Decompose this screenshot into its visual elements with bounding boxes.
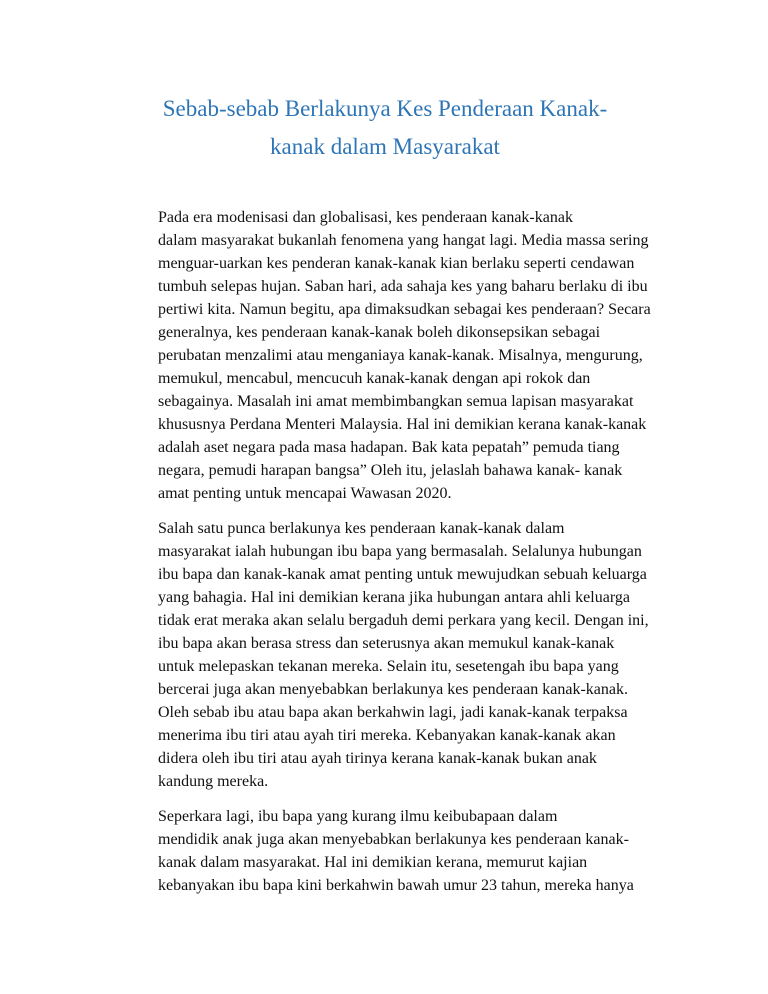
- text-line: mendidik anak juga akan menyebabkan berlakunya kes penderaan kanak-: [158, 831, 629, 848]
- paragraph-1: [114, 206, 659, 505]
- text-line: kandung mereka.: [158, 773, 269, 790]
- text-line: generalnya, kes penderaan kanak-kanak boleh dikonsepsikan sebagai: [158, 324, 601, 341]
- text-line: perubatan menzalimi atau menganiaya kanak-kanak. Misalnya, mengurung,: [158, 347, 643, 364]
- text-line: untuk melepaskan tekanan mereka. Selain itu, sesetengah ibu bapa yang: [158, 658, 619, 675]
- text-line: Seperkara lagi, ibu bapa yang kurang ilmu keibubapaan dalam: [158, 808, 558, 825]
- text-line: bercerai juga akan menyebabkan berlakunya kes penderaan kanak-kanak.: [158, 681, 628, 698]
- text-line: kanak dalam masyarakat. Hal ini demikian kerana, memurut kajian: [158, 854, 588, 871]
- text-line: tumbuh selepas hujan. Saban hari, ada sahaja kes yang baharu berlaku di ibu: [158, 278, 648, 295]
- paragraph-2: [114, 517, 659, 793]
- text-line: memukul, mencabul, mencucuh kanak-kanak dengan api rokok dan: [158, 370, 591, 387]
- text-line: tidak erat meraka akan selalu bergaduh demi perkara yang kecil. Dengan ini,: [158, 612, 649, 629]
- text-line: kebanyakan ibu bapa kini berkahwin bawah umur 23 tahun, mereka hanya: [158, 877, 634, 894]
- text-line: yang bahagia. Hal ini demikian kerana jika hubungan antara ahli keluarga: [158, 589, 630, 606]
- document-title: [112, 90, 658, 166]
- text-line: Oleh sebab ibu atau bapa akan berkahwin lagi, jadi kanak-kanak terpaksa: [158, 704, 628, 721]
- text-line: ibu bapa akan berasa stress dan seterusnya akan memukul kanak-kanak: [158, 635, 615, 652]
- text-line: dalam masyarakat bukanlah fenomena yang hangat lagi. Media massa sering: [158, 232, 649, 249]
- title-line: kanak dalam Masyarakat: [270, 134, 500, 159]
- text-line: didera oleh ibu tiri atau ayah tirinya kerana kanak-kanak bukan anak: [158, 750, 597, 767]
- text-line: Salah satu punca berlakunya kes penderaan kanak-kanak dalam: [158, 520, 565, 537]
- paragraph-3: [114, 805, 659, 897]
- text-line: Pada era modenisasi dan globalisasi, kes penderaan kanak-kanak: [158, 209, 573, 226]
- text-line: pertiwi kita. Namun begitu, apa dimaksudkan sebagai kes penderaan? Secara: [158, 301, 651, 318]
- text-line: khususnya Perdana Menteri Malaysia. Hal ini demikian kerana kanak-kanak: [158, 416, 647, 433]
- text-line: adalah aset negara pada masa hadapan. Bak kata pepatah” pemuda tiang: [158, 439, 620, 456]
- title-line: Sebab-sebab Berlakunya Kes Penderaan Kanak-: [162, 96, 608, 121]
- text-line: menguar-uarkan kes penderan kanak-kanak kian berlaku seperti cendawan: [158, 255, 635, 272]
- document-body: [114, 206, 659, 909]
- text-line: ibu bapa dan kanak-kanak amat penting untuk mewujudkan sebuah keluarga: [158, 566, 647, 583]
- text-line: sebagainya. Masalah ini amat membimbangkan semua lapisan masyarakat: [158, 393, 634, 410]
- text-line: masyarakat ialah hubungan ibu bapa yang bermasalah. Selalunya hubungan: [158, 543, 642, 560]
- text-line: menerima ibu tiri atau ayah tiri mereka. Kebanyakan kanak-kanak akan: [158, 727, 616, 744]
- text-line: negara, pemudi harapan bangsa” Oleh itu, jelaslah bahawa kanak- kanak: [158, 462, 623, 479]
- text-line: amat penting untuk mencapai Wawasan 2020.: [158, 485, 452, 502]
